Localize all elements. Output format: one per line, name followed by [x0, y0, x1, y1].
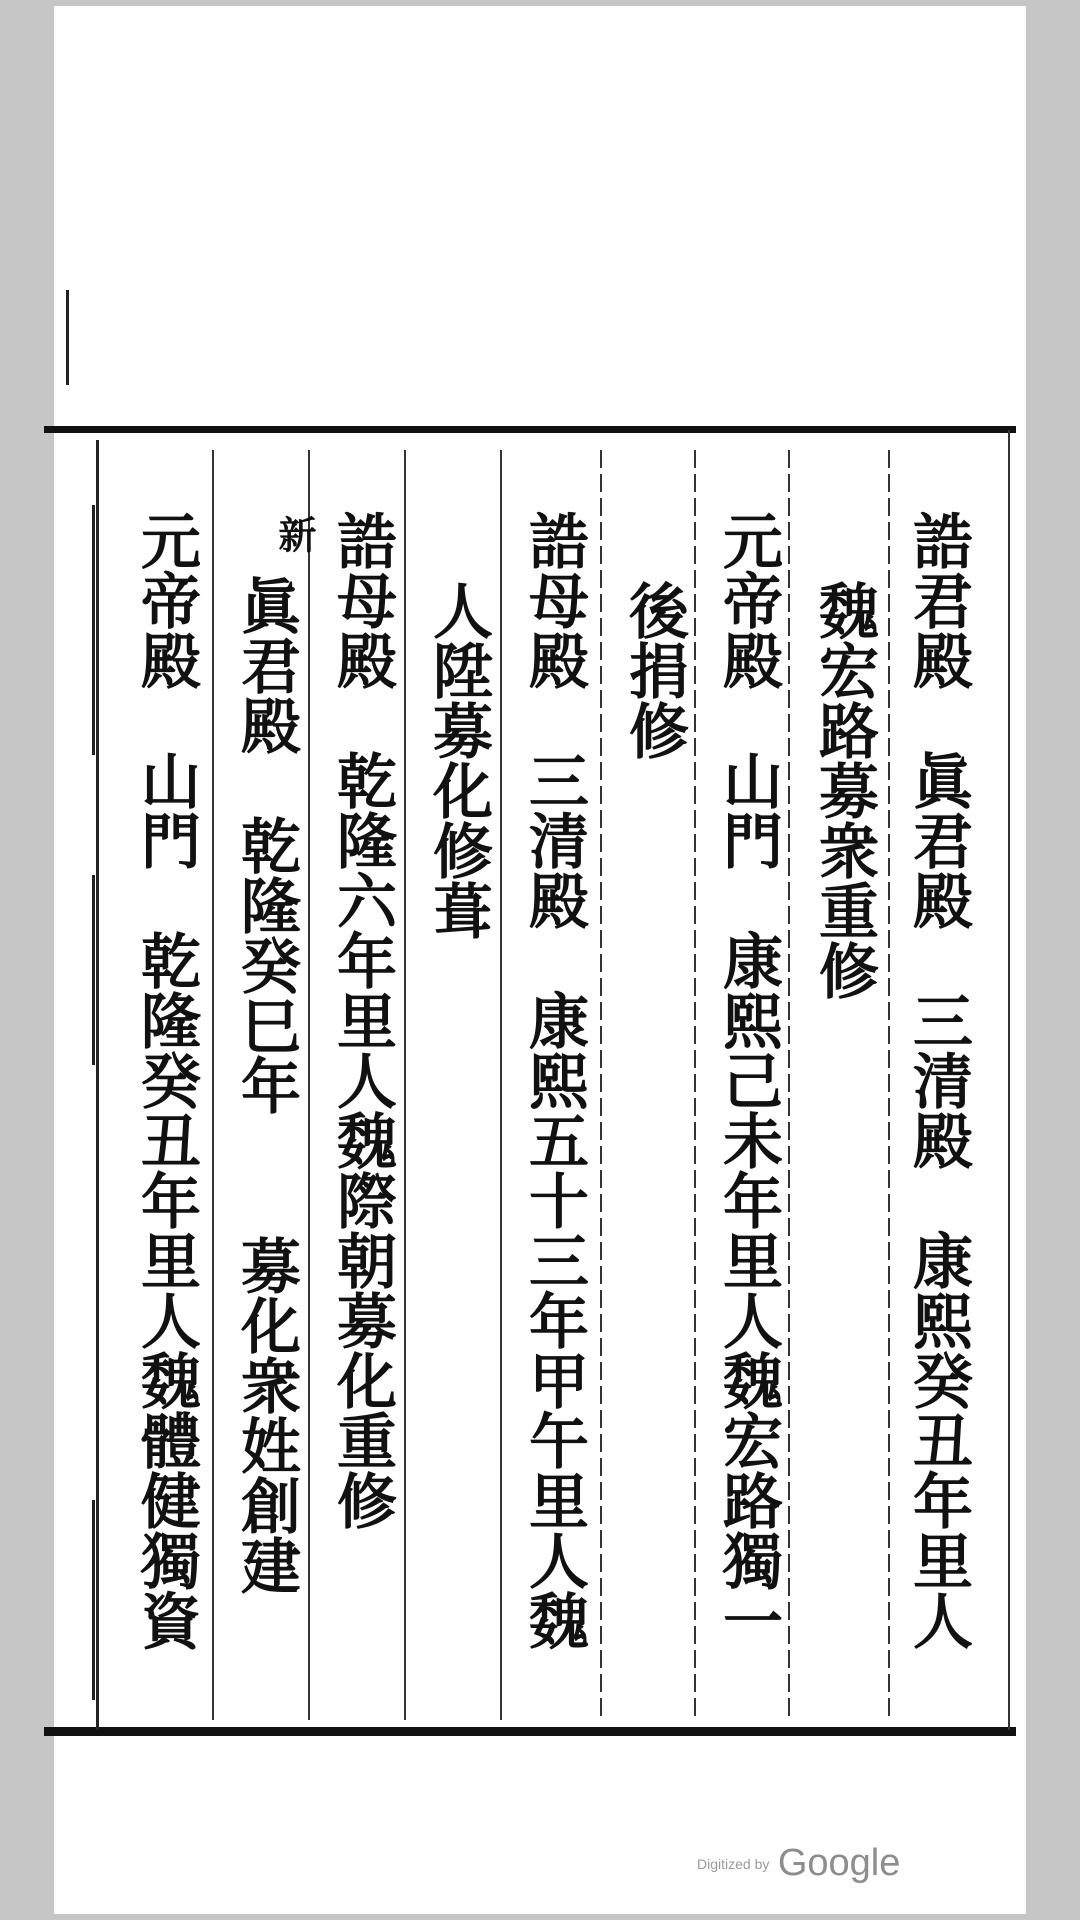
text-column-2: 魏宏路募衆重修	[809, 580, 879, 1000]
frame-right-rule	[1008, 430, 1010, 1730]
text-column-9: 眞君殿 乾隆癸巳年 募化衆姓創建	[231, 575, 301, 1595]
column-rule	[788, 450, 790, 1720]
text-column-5: 誥母殿 三清殿 康熙五十三年甲午里人魏	[519, 510, 589, 1650]
text-column-8: 新	[272, 515, 317, 553]
text-column-7: 誥母殿 乾隆六年里人魏際朝募化重修	[327, 510, 397, 1530]
column-rule	[212, 450, 214, 1720]
margin-mark	[92, 1500, 95, 1700]
frame-left-rule	[96, 440, 99, 1730]
margin-mark	[66, 290, 69, 385]
column-rule	[694, 450, 696, 1720]
text-column-3: 元帝殿 山門 康熙己未年里人魏宏路獨一	[713, 510, 783, 1650]
watermark-small-text: Digitized by	[697, 1855, 770, 1872]
column-rule	[500, 450, 502, 1720]
column-rule	[888, 450, 890, 1720]
column-rule	[600, 450, 602, 1720]
digitized-by-google-watermark	[697, 1842, 900, 1885]
column-rule	[404, 450, 406, 1720]
google-logo: Google	[777, 1842, 901, 1884]
margin-mark	[92, 505, 95, 755]
text-column-4: 後捐修	[619, 580, 689, 760]
text-column-1: 誥君殿 眞君殿 三清殿 康熙癸丑年里人	[903, 510, 973, 1650]
text-column-6: 人陞募化修葺	[423, 580, 493, 940]
text-column-10: 元帝殿 山門 乾隆癸丑年里人魏體健獨資	[131, 510, 201, 1650]
margin-mark	[92, 875, 95, 1065]
